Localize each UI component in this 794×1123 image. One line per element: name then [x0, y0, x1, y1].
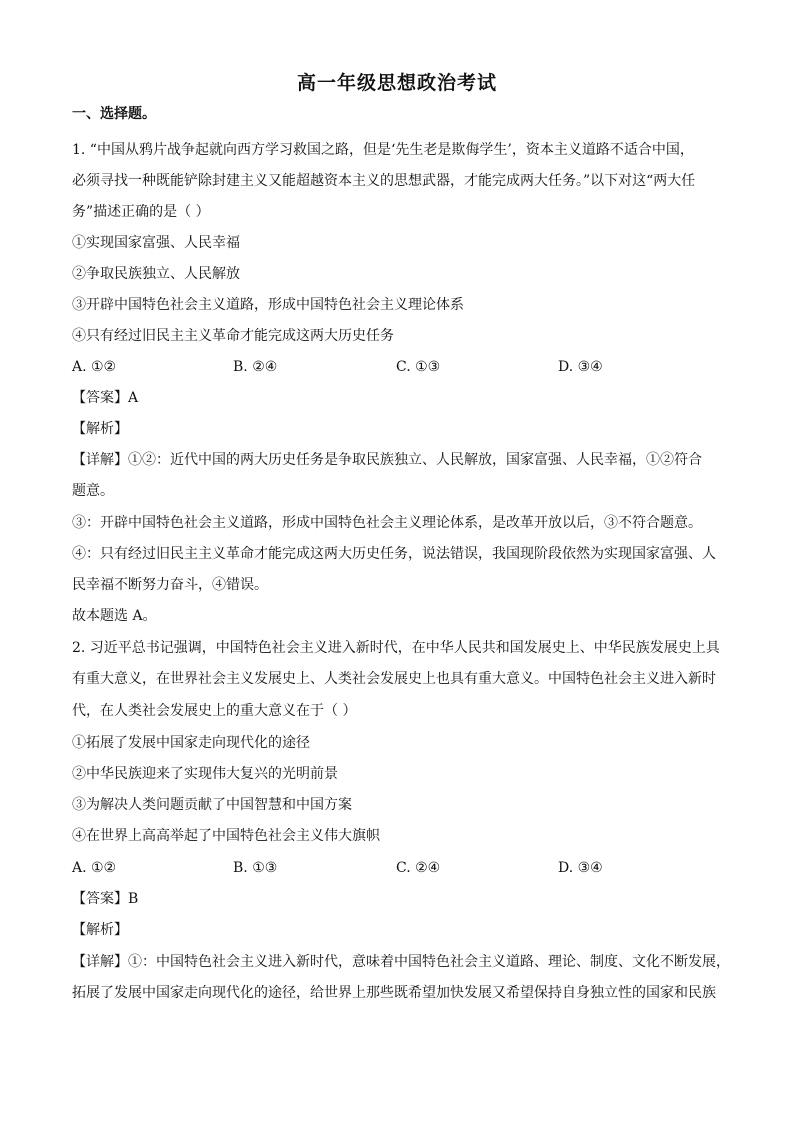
- q2-stem-line-2: 有重大意义，在世界社会主义发展史上、人类社会发展史上也具有重大意义。中国特色社会主义进入新时: [72, 671, 716, 687]
- q1-option-d: D. ③④: [558, 359, 603, 375]
- q1-item-1: ①实现国家富强、人民幸福: [72, 235, 240, 251]
- q1-item-4: ④只有经过旧民主主义革命才能完成这两大历史任务: [72, 328, 394, 344]
- q2-stem-line-1: 2. 习近平总书记强调，中国特色社会主义进入新时代，在中华人民共和国发展史上、中华民族发展史上具: [72, 640, 720, 656]
- q1-detail-line-4: ④：只有经过旧民主主义革命才能完成这两大历史任务，说法错误，我国现阶段依然为实现国家富强、人: [72, 546, 716, 562]
- q1-stem-line-1: 1. “中国从鸦片战争起就向西方学习救国之路，但是‘先生老是欺侮学生’，资本主义道路不适合中国，: [72, 142, 694, 158]
- q2-analysis-label: 【解析】: [72, 922, 128, 938]
- q1-item-2: ②争取民族独立、人民解放: [72, 266, 240, 282]
- q1-detail-line-3: ③：开辟中国特色社会主义道路，形成中国特色社会主义理论体系，是改革开放以后，③不符合题意。: [72, 515, 702, 531]
- q1-detail-line-6: 故本题选 A。: [72, 608, 157, 624]
- q2-detail-line-2: 拓展了发展中国家走向现代化的途径，给世界上那些既希望加快发展又希望保持自身独立性的国家和民族: [72, 985, 716, 1001]
- q1-analysis-label: 【解析】: [72, 421, 128, 437]
- q2-detail-line-1: 【详解】①：中国特色社会主义进入新时代，意味着中国特色社会主义道路、理论、制度、文化不断发展，: [72, 954, 730, 970]
- q1-detail-line-1: 【详解】①②：近代中国的两大历史任务是争取民族独立、人民解放，国家富强、人民幸福，①②符合: [72, 452, 702, 468]
- q2-option-c: C. ②④: [396, 860, 441, 876]
- q1-stem-line-3: 务”描述正确的是（ ）: [72, 204, 210, 220]
- q2-item-3: ③为解决人类问题贡献了中国智慧和中国方案: [72, 797, 352, 813]
- q2-option-a: A. ①②: [72, 860, 117, 876]
- q1-option-c: C. ①③: [396, 359, 441, 375]
- q2-item-4: ④在世界上高高举起了中国特色社会主义伟大旗帜: [72, 828, 380, 844]
- q1-detail-line-5: 民幸福不断努力奋斗，④错误。: [72, 577, 268, 593]
- q2-item-2: ②中华民族迎来了实现伟大复兴的光明前景: [72, 766, 338, 782]
- q1-option-a: A. ①②: [72, 359, 117, 375]
- q2-stem-line-3: 代，在人类社会发展史上的重大意义在于（ ）: [72, 703, 357, 719]
- q1-detail-line-2: 题意。: [72, 483, 114, 499]
- q2-answer: 【答案】B: [72, 891, 139, 907]
- q2-option-d: D. ③④: [558, 860, 603, 876]
- section-heading: 一、选择题。: [72, 106, 156, 122]
- q2-item-1: ①拓展了发展中国家走向现代化的途径: [72, 735, 310, 751]
- exam-title: 高一年级思想政治考试: [296, 72, 497, 94]
- q1-answer: 【答案】A: [72, 390, 139, 406]
- q2-option-b: B. ①③: [233, 860, 278, 876]
- q1-stem-line-2: 必须寻找一种既能铲除封建主义又能超越资本主义的思想武器，才能完成两大任务。”以下对这“两大任: [72, 173, 696, 189]
- q1-item-3: ③开辟中国特色社会主义道路，形成中国特色社会主义理论体系: [72, 297, 464, 313]
- q1-option-b: B. ②④: [233, 359, 278, 375]
